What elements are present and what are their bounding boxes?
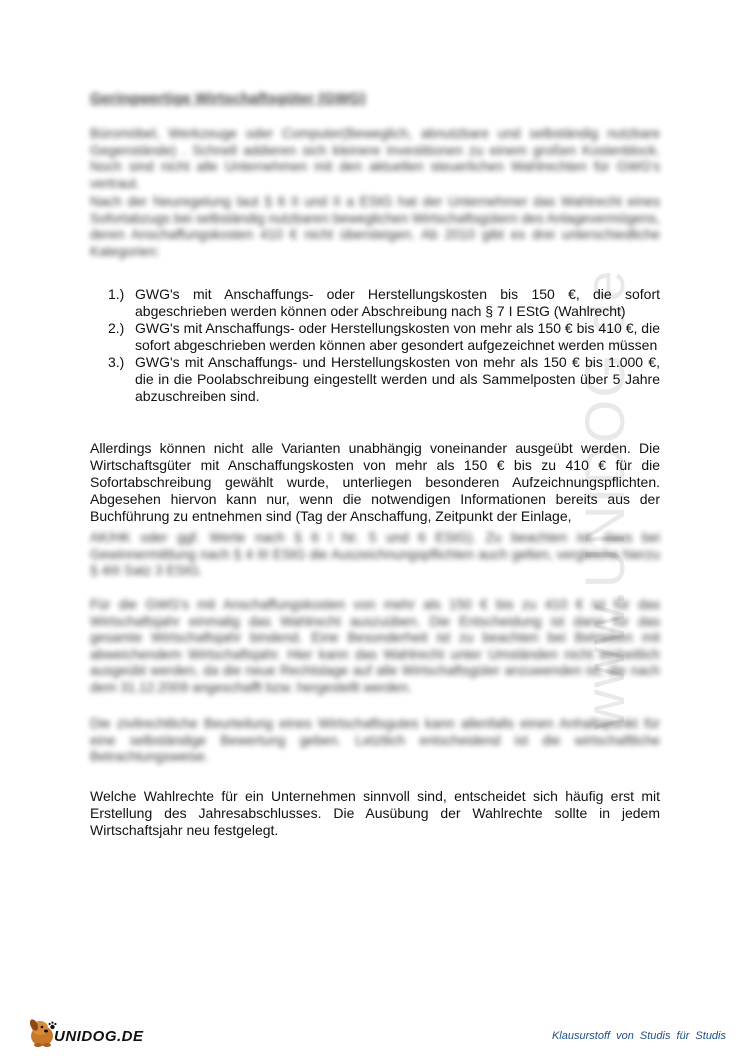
- list-text: GWG's mit Anschaffungs- oder Herstellungskosten bis 150 €, die sofort abgeschrieben werden können oder Abschreibung nach § 7 I EStG (Wahlrecht): [135, 286, 660, 319]
- blurred-paragraph: AK/HK oder ggf. Werte nach § 6 I Nr. 5 und 6 EStG). Zu beachten ist, dass bei Gewinnermittlung nach § 4 III EStG die Auszeichnungspflichten auch gelten, vergleiche hierzu § 4III Satz 3 EStG.: [90, 530, 660, 578]
- blurred-paragraph-2: Für die GWG's mit Anschaffungskosten von mehr als 150 € bis zu 410 € ist für das Wirtschaftsjahr einmalig das Wahlrecht auszuüben. Die Entscheidung ist dann für das gesamte Wirtschaftsjahr bindend. Eine Besonderheit ist zu beachten bei Betrieben mit abweichendem Wirtschaftsjahr. Hier kann das Wahlrecht unter Umständen nicht einheitlich ausgeübt werden, da die neue Rechtslage auf alle Wirtschaftsgüter anzuwenden ist, die nach dem 31.12.2009 angeschafft bzw. hergestellt werden.: [90, 597, 660, 695]
- list-text: GWG's mit Anschaffungs- und Herstellungskosten von mehr als 150 € bis 1.000 €, die in die Poolabschreibung eingestellt werden und als Sammelposten über 5 Jahre abzuschreiben sind.: [135, 354, 660, 404]
- list-item: [108, 320, 660, 354]
- blurred-paragraph-3: Die zivilrechtliche Beurteilung eines Wirtschaftsgutes kann allenfalls einen Anhaltspunkt für eine selbständige Bewertung geben. Letztlich entscheidend ist die wirtschaftliche Betrachtungsweise.: [90, 716, 660, 764]
- final-paragraph: Welche Wahlrechte für ein Unternehmen sinnvoll sind, entscheidet sich häufig erst mit Erstellung des Jahresabschlusses. Die Ausübung der Wahlrechte sollte in jedem Wirtschaftsjahr neu festgelegt.: [90, 788, 660, 838]
- intro-paragraph-2: Nach der Neuregelung laut § 6 II und II a EStG hat der Unternehmer das Wahlrecht eines Sofortabzugs bei selbständig nutzbaren beweglichen Wirtschaftsgütern des Anlagevermögens, deren Anschaffungskosten 410 € nicht übersteigen. Ab 2010 gibt es drei unterschiedliche Kategorien:: [90, 194, 660, 259]
- body-paragraph: Allerdings können nicht alle Varianten unabhängig voneinander ausgeübt werden. Die Wirtschaftsgüter mit Anschaffungskosten von mehr als 150 € bis zu 410 € für die Sofortabschreibung gewählt wurde, unterliegen besonderen Aufzeichnungspflichten. Abgesehen hiervon kann nur, wenn die notwendigen Informationen bereits aus der Buchführung zu entnehmen sind (Tag der Anschaffung, Zeitpunkt der Einlage,: [90, 440, 660, 524]
- list-item: [108, 354, 660, 405]
- list-number: 1.): [108, 286, 125, 302]
- list-number: 2.): [108, 320, 125, 336]
- footer-tagline: Klausurstoff von Studis für Studis: [551, 1030, 726, 1042]
- list-item: [108, 286, 660, 320]
- category-list: [108, 286, 660, 405]
- logo-text: UNIDOG.DE: [54, 1028, 144, 1045]
- intro-paragraph: Büromöbel, Werkzeuge oder Computer(Beweglich, abnutzbare und selbständig nutzbare Gegenstände) . Schnell addieren sich kleinere Investitionen zu einem großen Kostenblock. Noch sind nicht alle Unternehmen mit den aktuellen steuerlichen Wahlrechten für GWG's vertraut.: [90, 126, 660, 191]
- watermark: www.UNIDOG.de: [573, 268, 636, 730]
- list-number: 3.): [108, 354, 125, 370]
- list-text: GWG's mit Anschaffungs- oder Herstellungskosten von mehr als 150 € bis 410 €, die sofort abgeschrieben werden können aber gesondert aufgezeichnet werden müssen: [135, 320, 660, 353]
- page-title: Geringwertige Wirtschaftsgüter (GWG): [90, 90, 366, 107]
